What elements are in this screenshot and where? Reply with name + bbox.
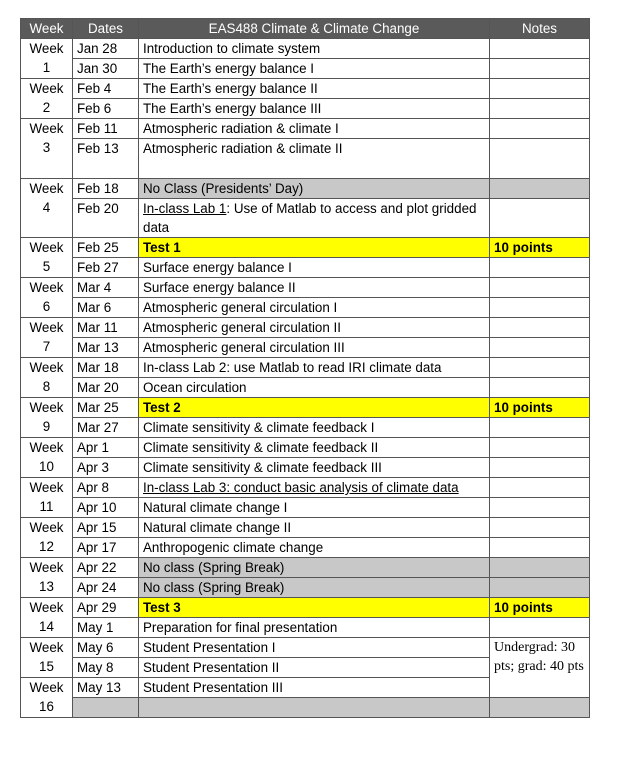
table-row [21, 298, 590, 318]
date-cell: Apr 17 [73, 538, 139, 558]
topic-cell: The Earth’s energy balance I [139, 59, 490, 79]
header-dates: Dates [73, 19, 139, 39]
notes-cell [490, 318, 590, 338]
date-cell: Mar 4 [73, 278, 139, 298]
topic-cell: No class (Spring Break) [139, 558, 490, 578]
table-row [21, 79, 590, 99]
week-label: Week 5 [21, 238, 73, 278]
date-cell: Feb 4 [73, 79, 139, 99]
date-cell: Feb 27 [73, 258, 139, 278]
topic-cell: Atmospheric general circulation II [139, 318, 490, 338]
date-cell: Apr 1 [73, 438, 139, 458]
date-cell: Feb 11 [73, 119, 139, 139]
notes-cell [490, 518, 590, 538]
week-label: Week 12 [21, 518, 73, 558]
table-row [21, 338, 590, 358]
header-course: EAS488 Climate & Climate Change [139, 19, 490, 39]
date-cell: Feb 20 [73, 199, 139, 238]
table-row [21, 598, 590, 618]
week-label: Week 11 [21, 478, 73, 518]
table-row [21, 418, 590, 438]
date-cell: Mar 11 [73, 318, 139, 338]
date-cell: Mar 13 [73, 338, 139, 358]
week-label: Week 3 [21, 119, 73, 179]
week-label: Week 10 [21, 438, 73, 478]
date-cell: Feb 6 [73, 99, 139, 119]
notes-cell [490, 59, 590, 79]
table-row [21, 278, 590, 298]
notes-cell [490, 298, 590, 318]
table-row [21, 558, 590, 578]
notes-cell [490, 578, 590, 598]
notes-cell [490, 139, 590, 179]
table-row [21, 99, 590, 119]
table-row [21, 378, 590, 398]
table-row [21, 139, 590, 179]
date-cell: Apr 22 [73, 558, 139, 578]
notes-cell [490, 179, 590, 199]
lab-label: In-class Lab 1 [143, 201, 227, 216]
week-label: Week 13 [21, 558, 73, 598]
date-cell: May 6 [73, 638, 139, 658]
table-row [21, 518, 590, 538]
notes-cell [490, 79, 590, 99]
schedule-table [20, 18, 590, 718]
topic-cell: Atmospheric general circulation III [139, 338, 490, 358]
date-cell: May 8 [73, 658, 139, 678]
table-row [21, 638, 590, 658]
notes-cell [490, 538, 590, 558]
table-row [21, 438, 590, 458]
notes-cell: 10 points [490, 398, 590, 418]
notes-cell: 10 points [490, 238, 590, 258]
week-label: Week 7 [21, 318, 73, 358]
table-row [21, 179, 590, 199]
notes-cell [490, 358, 590, 378]
topic-cell: Preparation for final presentation [139, 618, 490, 638]
week-label: Week 9 [21, 398, 73, 438]
table-row [21, 698, 590, 718]
week-label: Week 2 [21, 79, 73, 119]
date-cell: Mar 18 [73, 358, 139, 378]
week-label: Week 1 [21, 39, 73, 79]
presentation-notes: Undergrad: 30 pts; grad: 40 pts [490, 638, 590, 698]
notes-cell [490, 39, 590, 59]
topic-cell: Ocean circulation [139, 378, 490, 398]
topic-cell: Test 1 [139, 238, 490, 258]
topic-cell: In-class Lab 3: conduct basic analysis of climate data [139, 478, 490, 498]
topic-cell: Student Presentation III [139, 678, 490, 698]
topic-cell: Natural climate change II [139, 518, 490, 538]
notes-cell [490, 258, 590, 278]
date-cell: Feb 18 [73, 179, 139, 199]
topic-cell: Surface energy balance II [139, 278, 490, 298]
date-cell: Mar 25 [73, 398, 139, 418]
topic-cell: Climate sensitivity & climate feedback II [139, 438, 490, 458]
lab-description: : Use of Matlab to access and plot gridded data [143, 201, 477, 235]
date-cell: Apr 3 [73, 458, 139, 478]
table-row [21, 458, 590, 478]
notes-cell [490, 199, 590, 238]
table-row [21, 398, 590, 418]
topic-cell: Surface energy balance I [139, 258, 490, 278]
date-cell: May 13 [73, 678, 139, 698]
notes-cell [490, 618, 590, 638]
topic-cell: The Earth’s energy balance III [139, 99, 490, 119]
week-label: Week 16 [21, 678, 73, 718]
notes-cell [490, 438, 590, 458]
table-row [21, 538, 590, 558]
table-row [21, 578, 590, 598]
table-row [21, 358, 590, 378]
header-week: Week [21, 19, 73, 39]
notes-cell [490, 119, 590, 139]
table-row [21, 318, 590, 338]
date-cell-empty [73, 698, 139, 718]
date-cell: Apr 10 [73, 498, 139, 518]
table-row [21, 199, 590, 238]
notes-cell [490, 338, 590, 358]
notes-cell [490, 458, 590, 478]
notes-cell: 10 points [490, 598, 590, 618]
date-cell: Mar 6 [73, 298, 139, 318]
date-cell: Apr 24 [73, 578, 139, 598]
date-cell: Apr 15 [73, 518, 139, 538]
header-row [21, 19, 590, 39]
week-label: Week 15 [21, 638, 73, 678]
topic-cell: Atmospheric general circulation I [139, 298, 490, 318]
topic-cell: Atmospheric radiation & climate II [139, 139, 490, 179]
table-row [21, 119, 590, 139]
topic-cell: No Class (Presidents’ Day) [139, 179, 490, 199]
notes-cell [490, 478, 590, 498]
topic-cell: Climate sensitivity & climate feedback I [139, 418, 490, 438]
header-notes: Notes [490, 19, 590, 39]
table-row [21, 59, 590, 79]
topic-cell: Student Presentation I [139, 638, 490, 658]
notes-cell [490, 278, 590, 298]
date-cell: Jan 28 [73, 39, 139, 59]
date-cell: Jan 30 [73, 59, 139, 79]
week-label: Week 8 [21, 358, 73, 398]
week-label: Week 6 [21, 278, 73, 318]
topic-cell: Student Presentation II [139, 658, 490, 678]
notes-cell [490, 498, 590, 518]
topic-cell: In-class Lab 2: use Matlab to read IRI climate data [139, 358, 490, 378]
topic-cell: The Earth’s energy balance II [139, 79, 490, 99]
table-row [21, 618, 590, 638]
date-cell: Feb 25 [73, 238, 139, 258]
topic-cell: Test 3 [139, 598, 490, 618]
topic-cell: Introduction to climate system [139, 39, 490, 59]
table-row [21, 498, 590, 518]
topic-cell: Natural climate change I [139, 498, 490, 518]
notes-cell [490, 418, 590, 438]
date-cell: Feb 13 [73, 139, 139, 179]
week-label: Week 4 [21, 179, 73, 238]
topic-cell: Anthropogenic climate change [139, 538, 490, 558]
topic-cell-empty [139, 698, 490, 718]
notes-cell [490, 378, 590, 398]
date-cell: May 1 [73, 618, 139, 638]
date-cell: Mar 20 [73, 378, 139, 398]
date-cell: Apr 8 [73, 478, 139, 498]
table-row [21, 39, 590, 59]
notes-cell-empty [490, 698, 590, 718]
week-label: Week 14 [21, 598, 73, 638]
date-cell: Mar 27 [73, 418, 139, 438]
table-row [21, 238, 590, 258]
topic-cell: Climate sensitivity & climate feedback III [139, 458, 490, 478]
notes-cell [490, 558, 590, 578]
topic-cell: No class (Spring Break) [139, 578, 490, 598]
notes-cell [490, 99, 590, 119]
topic-cell [139, 199, 490, 238]
topic-cell: Test 2 [139, 398, 490, 418]
date-cell: Apr 29 [73, 598, 139, 618]
topic-cell: Atmospheric radiation & climate I [139, 119, 490, 139]
table-row [21, 258, 590, 278]
table-row [21, 478, 590, 498]
